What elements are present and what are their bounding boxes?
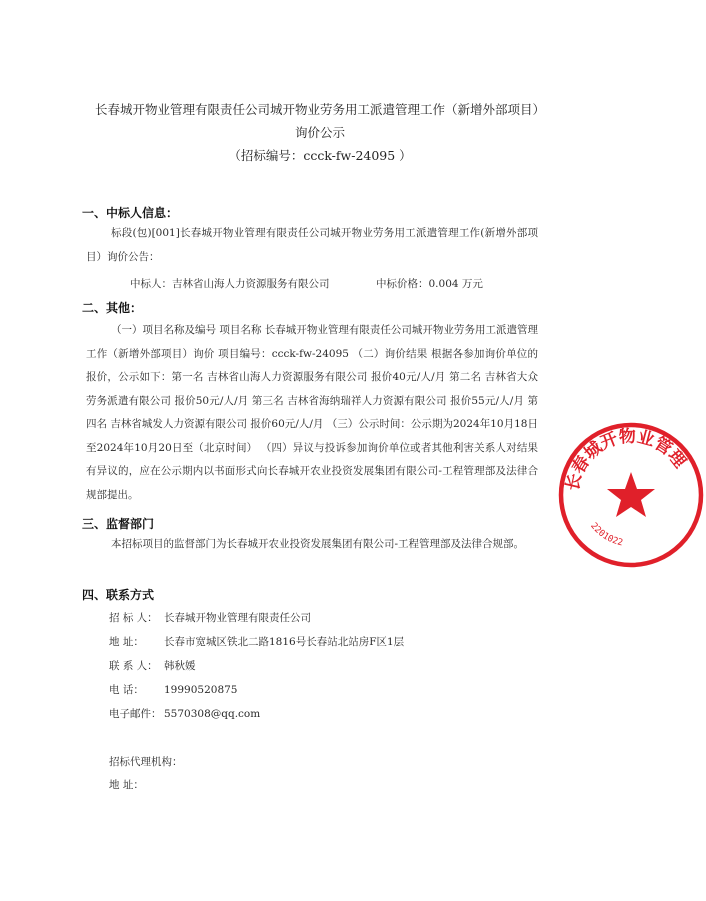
contact-value: 5570308@qq.com (164, 708, 261, 720)
company-seal-stamp (556, 420, 706, 570)
section-heading-winner-info: 一、中标人信息： (82, 206, 179, 220)
contact-value: 19990520875 (164, 684, 238, 696)
contact-label: 招 标 人： (109, 612, 158, 624)
contact-value: 长春城开物业管理有限责任公司 (164, 612, 311, 624)
section3-paragraph: 本招标项目的监督部门为长春城开农业投资发展集团有限公司-工程管理部及法律合规部。 (111, 538, 525, 550)
contact-label: 地 址： (109, 636, 144, 648)
contact-row-tenderer (109, 610, 311, 626)
winner-price: 中标价格：0.004 万元 (376, 278, 483, 290)
document-title: 长春城开物业管理有限责任公司城开物业劳务用工派遣管理工作（新增外部项目）询价公示 (94, 102, 545, 140)
seal-number (588, 521, 624, 548)
contact-value: 长春市宽城区铁北二路1816号长春站北站房F区1层 (164, 636, 405, 648)
contact-label: 电 话： (109, 684, 144, 696)
contact-value: 韩秋媛 (164, 660, 196, 672)
section-heading-supervision: 三、监督部门 (82, 517, 155, 531)
contact-row-person (109, 658, 196, 674)
contact-label: 联 系 人： (109, 660, 158, 672)
section2-paragraph: （一）项目名称及编号 项目名称 长春城开物业管理有限责任公司城开物业劳务用工派遣管理工作（新增外部项目）询价 项目编号：ccck-fw-24095 （二）询价结果 根据各参加询价单位的报价，公示如下：第一名 吉林省山海人力资源服务有限公司 报价40元/人/月 第二名 吉林省大众劳务派遣有限公司 报价50元/人/月 第三名 吉林省海纳瑞祥人力资源有限公司 报价55元/人/月 第四名 吉林省城发人力资源有限公司 报价60元/人/月 （三）公示时间：公示期为2024年10月18日至2024年10月20日至（北京时间） （四）异议与投诉参加询价单位或者其他利害关系人对结果有异议的，应在公示期内以书面形式向长春城开农业投资发展集团有限公司-工程管理部及法律合规部提出。 (86, 324, 538, 501)
contact-label: 电子邮件： (109, 708, 162, 720)
section-heading-other: 二、其他： (82, 301, 143, 315)
contact-row-address (109, 634, 404, 650)
winner-name: 中标人：吉林省山海人力资源服务有限公司 (130, 278, 330, 290)
contact-row-email (109, 706, 260, 722)
contact-row-phone (109, 682, 238, 698)
section-heading-contact: 四、联系方式 (82, 588, 155, 602)
document-subtitle: （招标编号：ccck-fw-24095 ） (228, 148, 412, 163)
agency-label: 招标代理机构： (109, 756, 183, 768)
seal-text-path: 长春城开物业管理 (562, 426, 690, 493)
section1-paragraph: 标段(包)[001]长春城开物业管理有限责任公司城开物业劳务用工派遣管理工作(新增外部项目）询价公告： (86, 227, 538, 263)
seal-number-path: 2201022 (588, 521, 624, 549)
agency-address-label: 地 址： (109, 779, 144, 791)
seal-star (607, 472, 655, 517)
